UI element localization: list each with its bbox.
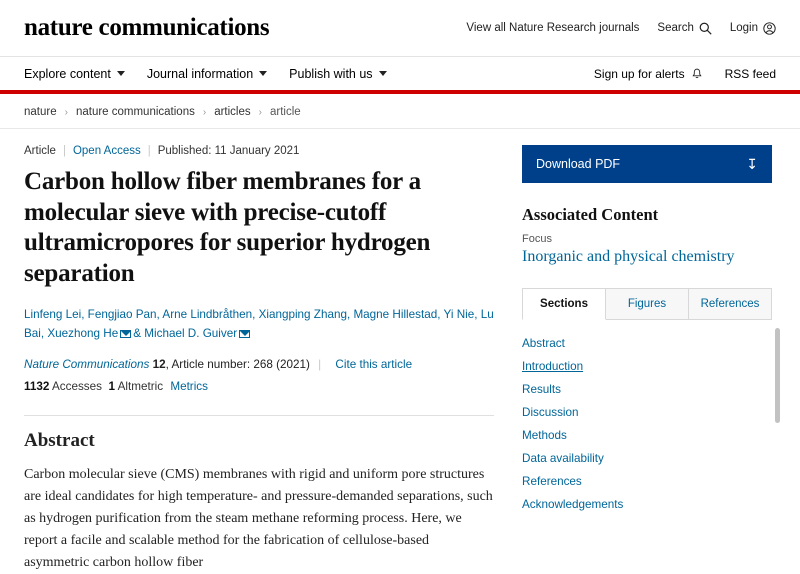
meta-divider: | [62,145,66,157]
sections-panel [522,320,772,516]
email-icon[interactable] [239,330,250,338]
focus-collection-link[interactable]: Inorganic and physical chemistry [522,248,735,265]
breadcrumb-item-article: article [269,106,301,118]
search-label: Search [657,22,694,34]
view-all-journals-link[interactable]: View all Nature Research journals [466,22,640,34]
login-label: Login [729,22,758,34]
open-access-badge[interactable]: Open Access [72,145,141,157]
chevron-down-icon [379,71,387,76]
nav-label: Journal information [146,66,254,81]
nav-item-sign-up-alerts[interactable] [594,67,703,81]
breadcrumb-separator-icon: › [64,106,68,118]
section-link-acknowledgements[interactable]: Acknowledgements [522,498,624,511]
nav-item-publish-with-us[interactable] [289,67,386,81]
search-icon [699,22,712,35]
altmetric-count: 1 [108,379,115,393]
accesses-label: Accesses [51,379,102,393]
breadcrumb-item-articles[interactable]: articles [214,106,251,118]
sections-list [522,320,772,516]
nav-label: Publish with us [289,66,373,81]
article-sidebar [522,145,772,574]
site-logo[interactable]: nature communications [24,14,270,41]
section-link-discussion[interactable]: Discussion [522,406,579,419]
download-pdf-button[interactable] [522,145,772,183]
section-link-results[interactable]: Results [522,383,561,396]
nav-label: Sign up for alerts [593,66,685,81]
tab-figures[interactable]: Figures [606,288,689,319]
nav-item-journal-information[interactable] [147,67,267,81]
section-link-data-availability[interactable]: Data availability [522,452,604,465]
abstract-text: Carbon molecular sieve (CMS) membranes with rigid and uniform pore structures are ideal candidates for high temperature- and pressure-demanded separations, such as hydrogen purification from the steam methane reforming process. Here, we report a facile and scalable method for the fabrication of cellulose-based asymmetric carbon hollow fiber [24,466,493,571]
published-date: Published: 11 January 2021 [157,145,300,157]
author-list [24,305,494,344]
citation-divider: | [318,357,322,371]
journal-name[interactable]: Nature Communications [24,357,150,371]
sidebar-scrollbar[interactable] [775,328,780,423]
abstract-heading: Abstract [24,415,494,452]
breadcrumb-item-nature[interactable]: nature [24,106,57,118]
tab-sections[interactable]: Sections [522,288,606,320]
site-header [0,0,800,56]
nav-left-group [24,67,387,81]
tab-references[interactable]: References [689,288,772,319]
altmetric-label: Altmetric [117,379,164,393]
section-link-introduction[interactable]: Introduction [522,360,584,373]
chevron-down-icon [259,71,267,76]
accesses-count: 1132 [24,379,50,393]
chevron-down-icon [117,71,125,76]
nav-label: Explore content [24,66,111,81]
breadcrumb-item-nature-communications[interactable]: nature communications [75,106,195,118]
nav-right-group [594,67,776,81]
email-icon[interactable] [120,330,131,338]
author-names[interactable]: Linfeng Lei, Fengjiao Pan, Arne Lindbråthen, Xiangping Zhang, Magne Hillestad, Yi Nie, Lu Bai, Xuezhong He [24,308,494,341]
nav-item-rss-feed[interactable] [725,67,776,81]
section-link-references[interactable]: References [522,475,582,488]
journal-volume: 12 [152,357,166,371]
section-link-methods[interactable]: Methods [522,429,567,442]
metrics-link[interactable]: Metrics [170,379,208,393]
bell-icon [691,68,703,80]
nav-item-explore-content[interactable] [24,67,125,81]
page-title: Carbon hollow fiber membranes for a molecular sieve with precise-cutoff ultramicropores for superior hydrogen separation [24,168,431,287]
breadcrumb [0,94,800,129]
article-metrics [24,380,494,393]
meta-divider: | [147,145,151,157]
account-icon [763,22,776,35]
header-utility-nav [466,22,776,35]
article-main-column [24,145,494,574]
login-button[interactable] [730,22,776,35]
section-link-abstract[interactable]: Abstract [522,337,565,350]
download-icon: ↧ [746,155,758,172]
associated-content-heading: Associated Content [522,205,659,224]
breadcrumb-separator-icon: › [202,106,207,118]
cite-this-article-link[interactable]: Cite this article [335,357,413,371]
focus-label: Focus [522,233,552,245]
author-names-tail[interactable]: & Michael D. Guiver [133,327,238,341]
sidebar-tabs [522,288,772,320]
search-button[interactable] [657,22,711,35]
breadcrumb-separator-icon: › [258,106,262,118]
page-content [0,129,800,574]
main-nav [0,56,800,94]
article-type: Article [24,145,56,157]
download-pdf-label: Download PDF [536,157,621,171]
article-meta [24,145,494,157]
article-number: Article number: 268 (2021) [171,357,310,371]
nav-label: RSS feed [724,66,776,81]
citation-line: Nature Communications 12, Article number: 268 (2021) | Cite this article [24,357,413,371]
